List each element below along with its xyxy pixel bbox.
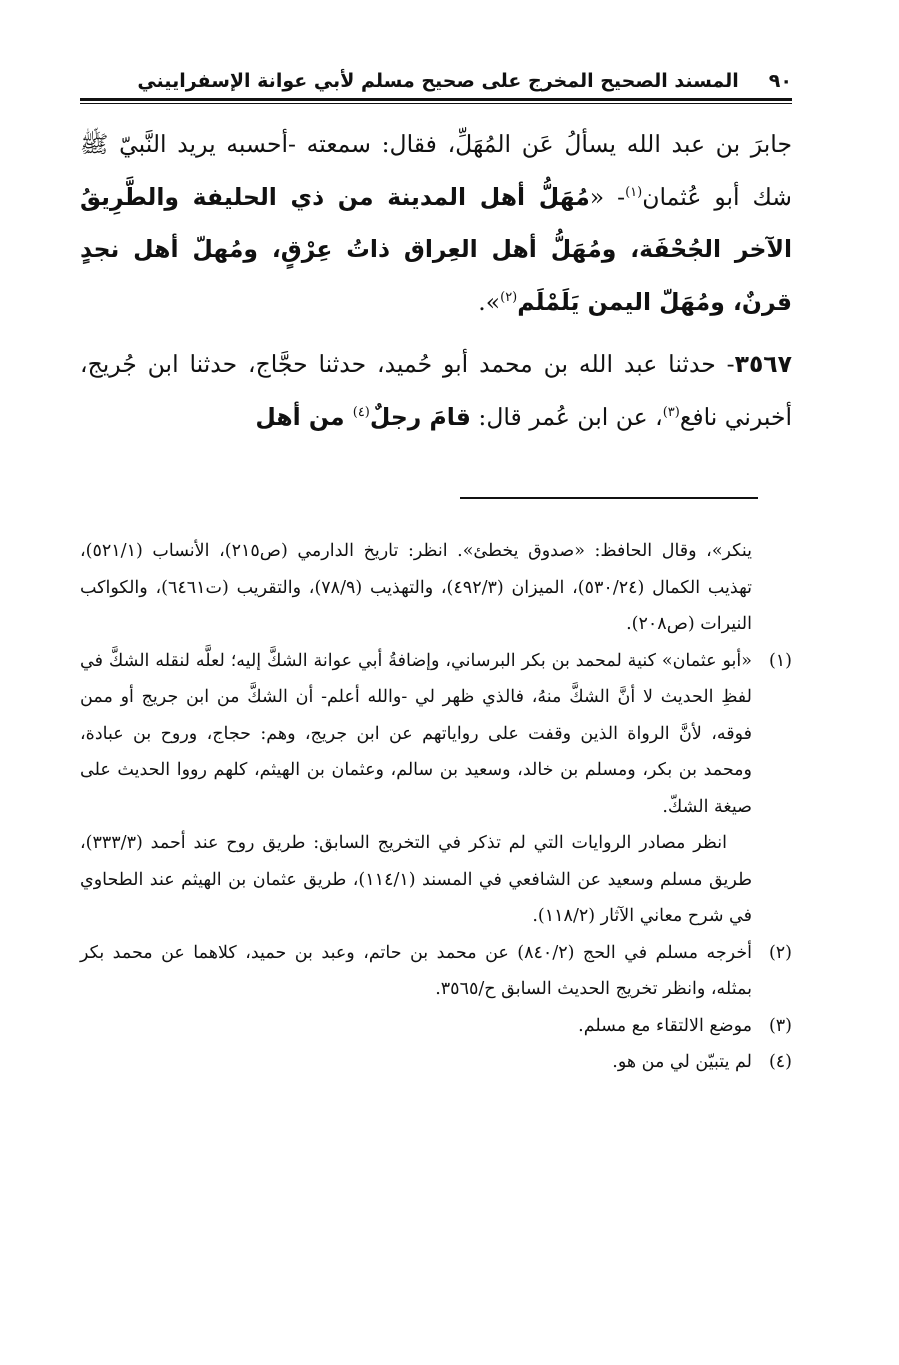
- footnote-ref-3[interactable]: (٣): [662, 404, 680, 420]
- footnote-number: (١): [768, 650, 792, 671]
- header-rule-thin: [80, 103, 792, 104]
- main-text: [80, 118, 792, 443]
- running-title: المسند الصحيح المخرج على صحيح مسلم لأبي عوانة الإسفراييني: [137, 70, 739, 92]
- footnote-2: [80, 935, 792, 1008]
- prophetic-text: قامَ رجلٌ: [369, 402, 471, 431]
- footnote-3: [80, 1008, 792, 1045]
- footnote-1: [80, 643, 792, 826]
- footnotes: [80, 533, 792, 1081]
- footnote-ref-1[interactable]: (١): [625, 184, 643, 200]
- hadith-number: ٣٥٦٧: [734, 350, 792, 378]
- hadith-continuation: [80, 118, 792, 328]
- footnote-ref-4[interactable]: (٤): [352, 404, 370, 420]
- footnote-text: لم يتبيّن لي من هو.: [612, 1052, 752, 1072]
- footnote-ref-2[interactable]: (٢): [500, 289, 518, 305]
- hadith-3567: [80, 338, 792, 443]
- footnote-text: «أبو عثمان» كنية لمحمد بن بكر البرساني، وإضافةُ أبي عوانة الشكَّ إليه؛ لعلَّه لنقله الشكَّ في لفظِ الحديث لا أنَّ الشكَّ منهُ، فالذي ظهر لي -والله أعلم- أن الشكَّ من ابن جريج أو ممن فوقه، لأنَّ الرواة الذين وقفت على رواياتهم عن ابن جريج، وهم: حجاج، وروح بن عبادة، ومحمد بن بكر، ومسلم بن خالد، وسعيد بن سالم، وعثمان بن الهيثم، كلهم رووا الحديث على صيغة الشكّ.: [80, 650, 752, 817]
- page-number: ٩٠: [768, 70, 792, 92]
- footnote-text: أخرجه مسلم في الحج (٨٤٠/٢) عن محمد بن حاتم، وعبد بن حميد، كلاهما عن محمد بكر بمثله، وانظر تخريج الحديث السابق ح/٣٥٦٥.: [80, 942, 752, 999]
- footnote-1-paragraph: انظر مصادر الروايات التي لم تذكر في التخريج السابق: طريق روح عند أحمد (٣٣٣/٣)، طريق مسلم وسعيد عن الشافعي في المسند (١١٤/١)، طريق عثمان بن الهيثم عند الطحاوي في شرح معاني الآثار (١١٨/٢).: [80, 833, 753, 926]
- footnote-number: (٣): [768, 1015, 792, 1036]
- footnote-number: (٢): [768, 942, 792, 963]
- page-header: [80, 66, 792, 96]
- footnote-number: (٤): [768, 1052, 792, 1072]
- text-run: ، عن ابن عُمر قال:: [470, 402, 663, 431]
- text-run: جابرَ بن عبد الله يسألُ عَن المُهَلِّ، فقال: سمعته -أحسبه يريد النَّبيّ ﷺ شك أبو عُثمان: [80, 130, 792, 211]
- footnote-separator: [460, 497, 758, 499]
- footnote-4: [80, 1044, 792, 1081]
- footnote-text: موضع الالتقاء مع مسلم.: [578, 1015, 752, 1036]
- header-rule-thick: [80, 98, 792, 101]
- prophetic-text: من أهل: [255, 402, 353, 431]
- text-run: - حدثنا عبد الله بن محمد أبو حُميد، حدثنا حجَّاج، حدثنا ابن جُريج، أخبرني نافع: [80, 350, 792, 431]
- footnote-continuation: ينكر»، وقال الحافظ: «صدوق يخطئ». انظر: تاريخ الدارمي (ص٢١٥)، الأنساب (٥٢١/١)، تهذيب الكمال (٥٣٠/٢٤)، الميزان (٤٩٢/٣)، والتهذيب (٧٨/٩)، والتقريب (ت٦٤٦١)، والكواكب النيرات (ص٢٠٨).: [80, 541, 753, 634]
- text-run: - «: [589, 182, 626, 211]
- text-run: ».: [478, 287, 501, 316]
- prophetic-text: مُهَلُّ أهل المدينة من ذي الحليفة والطَّرِيقُ الآخر الجُحْفَة، ومُهَلُّ أهل العِراق ذاتُ عِرْقٍ، ومُهلّ أهل نجدٍ قرنٌ، ومُهَلّ اليمن يَلَمْلَم: [80, 182, 792, 316]
